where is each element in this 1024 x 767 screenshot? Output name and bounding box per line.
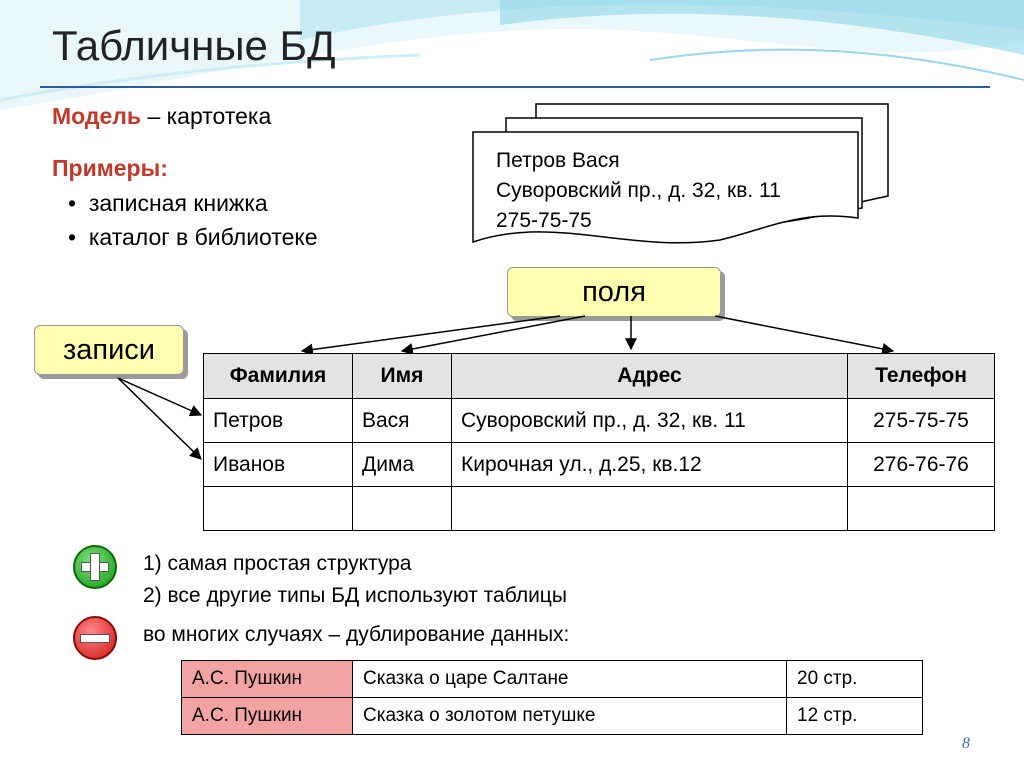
table-row — [182, 661, 923, 698]
records-tag: записи — [34, 325, 184, 375]
column-header: Телефон — [848, 354, 995, 399]
table-cell: Сказка о золотом петушке — [353, 698, 787, 735]
pro-item: 1) самая простая структура — [143, 552, 412, 575]
table-row — [204, 399, 995, 443]
model-label: Модель — [52, 103, 142, 129]
fields-tag: поля — [507, 267, 721, 317]
table-cell — [204, 487, 353, 531]
table-cell: Сказка о царе Салтане — [353, 661, 787, 698]
records-table — [203, 353, 995, 531]
table-cell: А.С. Пушкин — [182, 661, 353, 698]
model-text: – картотека — [147, 103, 272, 129]
table-cell: 276-76-76 — [848, 443, 995, 487]
table-cell — [848, 487, 995, 531]
table-cell — [452, 487, 848, 531]
example-item: • записная книжка — [68, 190, 268, 216]
table-row — [204, 443, 995, 487]
table-cell: 275-75-75 — [848, 399, 995, 443]
page-number: 8 — [962, 735, 970, 752]
column-header: Имя — [353, 354, 452, 399]
table-cell: А.С. Пушкин — [182, 698, 353, 735]
examples-label: Примеры: — [52, 155, 168, 181]
plus-icon — [73, 545, 117, 589]
card-text: Петров Вася Суворовский пр., д. 32, кв. 11 275-75-75 — [496, 149, 781, 232]
table-row — [204, 487, 995, 531]
con-text: во многих случаях – дублирование данных: — [143, 623, 570, 646]
table-cell: Вася — [353, 399, 452, 443]
table-cell: Иванов — [204, 443, 353, 487]
pro-item: 2) все другие типы БД используют таблицы — [143, 584, 567, 607]
table-cell: Петров — [204, 399, 353, 443]
table-cell — [353, 487, 452, 531]
minus-icon — [73, 616, 117, 660]
column-header: Адрес — [452, 354, 848, 399]
page-title: Табличные БД — [52, 22, 336, 69]
table-cell: Дима — [353, 443, 452, 487]
table-cell: Кирочная ул., д.25, кв.12 — [452, 443, 848, 487]
table-cell: 20 стр. — [787, 661, 923, 698]
duplication-table — [181, 660, 923, 735]
table-cell: Суворовский пр., д. 32, кв. 11 — [452, 399, 848, 443]
table-cell: 12 стр. — [787, 698, 923, 735]
table-row — [182, 698, 923, 735]
example-item: • каталог в библиотеке — [68, 224, 318, 250]
column-header: Фамилия — [204, 354, 353, 399]
